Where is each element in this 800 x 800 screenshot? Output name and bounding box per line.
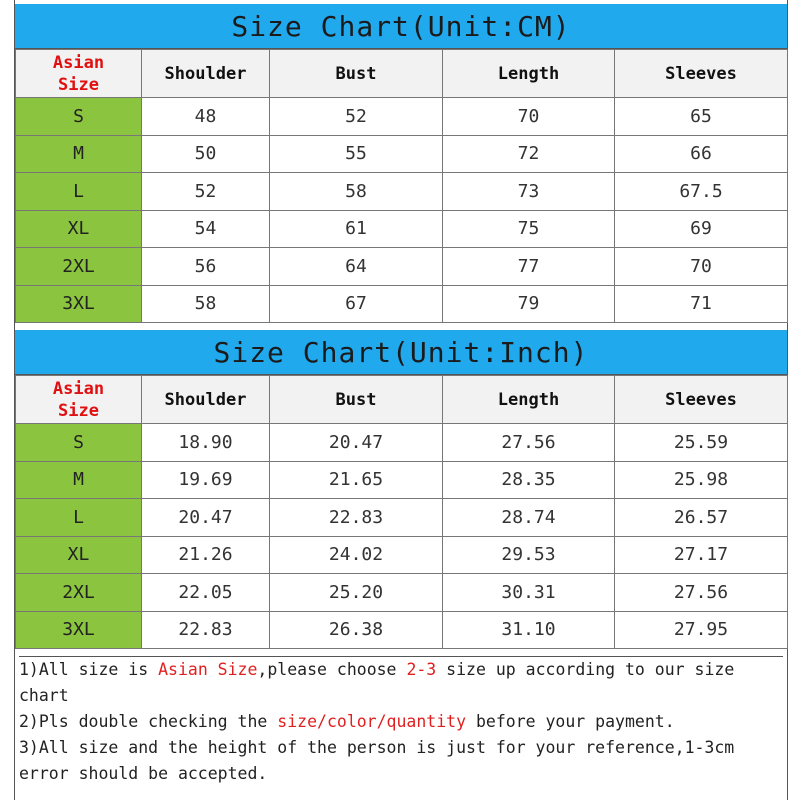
note-1 <box>19 657 783 709</box>
inch-measure-cell: 20.47 <box>142 499 270 537</box>
cm-size-cell: L <box>16 173 142 211</box>
cm-table-row <box>16 98 788 136</box>
cm-size-cell: 2XL <box>16 248 142 286</box>
inch-measure-cell: 27.56 <box>615 574 788 612</box>
cm-asian-label: Asian <box>52 52 105 73</box>
cm-measure-cell: 48 <box>142 98 270 136</box>
cm-size-table <box>15 49 788 323</box>
inch-size-label: Size <box>58 400 99 421</box>
cm-measure-cell: 75 <box>443 210 615 248</box>
inch-header-row <box>16 376 788 424</box>
inch-measure-cell: 25.98 <box>615 461 788 499</box>
cm-measure-cell: 55 <box>270 135 443 173</box>
inch-table-row <box>16 574 788 612</box>
inch-column-header: Bust <box>270 376 443 424</box>
inch-measure-cell: 31.10 <box>443 611 615 649</box>
inch-measure-cell: 22.05 <box>142 574 270 612</box>
cm-header-row <box>16 50 788 98</box>
cm-measure-cell: 50 <box>142 135 270 173</box>
inch-measure-cell: 22.83 <box>270 499 443 537</box>
inch-table-row <box>16 536 788 574</box>
inch-asian-label: Asian <box>52 378 105 399</box>
inch-measure-cell: 21.65 <box>270 461 443 499</box>
note-2 <box>19 709 783 735</box>
note-2-text-b: before your payment. <box>466 712 675 731</box>
inch-measure-cell: 28.74 <box>443 499 615 537</box>
cm-measure-cell: 64 <box>270 248 443 286</box>
inch-column-header: Sleeves <box>615 376 788 424</box>
note-2-highlight: size/color/quantity <box>277 712 467 731</box>
note-3: 3)All size and the height of the person is just for your reference,1-3cm error should be accepted. <box>19 738 735 783</box>
inch-measure-cell: 25.20 <box>270 574 443 612</box>
inch-size-table <box>15 375 788 649</box>
inch-column-header: Shoulder <box>142 376 270 424</box>
cm-measure-cell: 56 <box>142 248 270 286</box>
inch-measure-cell: 27.56 <box>443 424 615 462</box>
inch-measure-cell: 26.57 <box>615 499 788 537</box>
cm-measure-cell: 73 <box>443 173 615 211</box>
cm-size-cell: XL <box>16 210 142 248</box>
cm-measure-cell: 61 <box>270 210 443 248</box>
inch-size-cell: S <box>16 424 142 462</box>
cm-column-header: Bust <box>270 50 443 98</box>
inch-measure-cell: 28.35 <box>443 461 615 499</box>
inch-measure-cell: 20.47 <box>270 424 443 462</box>
cm-measure-cell: 58 <box>142 285 270 323</box>
inch-asian-size-header <box>16 376 142 424</box>
inch-measure-cell: 29.53 <box>443 536 615 574</box>
inch-measure-cell: 18.90 <box>142 424 270 462</box>
cm-measure-cell: 52 <box>270 98 443 136</box>
cm-measure-cell: 66 <box>615 135 788 173</box>
cm-measure-cell: 54 <box>142 210 270 248</box>
cm-size-cell: S <box>16 98 142 136</box>
inch-measure-cell: 24.02 <box>270 536 443 574</box>
inch-table-row <box>16 499 788 537</box>
inch-measure-cell: 21.26 <box>142 536 270 574</box>
inch-measure-cell: 26.38 <box>270 611 443 649</box>
cm-measure-cell: 67.5 <box>615 173 788 211</box>
cm-chart-title: Size Chart(Unit:CM) <box>15 4 787 49</box>
inch-measure-cell: 30.31 <box>443 574 615 612</box>
cm-table-row <box>16 210 788 248</box>
inch-table-row <box>16 461 788 499</box>
size-notes <box>19 656 783 787</box>
inch-size-cell: M <box>16 461 142 499</box>
inch-measure-cell: 27.95 <box>615 611 788 649</box>
inch-measure-cell: 27.17 <box>615 536 788 574</box>
inch-size-cell: 2XL <box>16 574 142 612</box>
cm-measure-cell: 52 <box>142 173 270 211</box>
note-1-size-up: 2-3 <box>406 660 437 679</box>
cm-table-row <box>16 248 788 286</box>
inch-column-header: Length <box>443 376 615 424</box>
inch-measure-cell: 19.69 <box>142 461 270 499</box>
cm-column-header: Shoulder <box>142 50 270 98</box>
cm-table-row <box>16 173 788 211</box>
note-1-text-b: ,please choose <box>257 660 407 679</box>
cm-size-cell: M <box>16 135 142 173</box>
cm-table-row <box>16 285 788 323</box>
cm-measure-cell: 69 <box>615 210 788 248</box>
inch-chart-title: Size Chart(Unit:Inch) <box>15 330 787 375</box>
cm-measure-cell: 72 <box>443 135 615 173</box>
inch-size-cell: XL <box>16 536 142 574</box>
cm-asian-size-header <box>16 50 142 98</box>
inch-table-row <box>16 611 788 649</box>
inch-measure-cell: 25.59 <box>615 424 788 462</box>
cm-measure-cell: 70 <box>615 248 788 286</box>
cm-measure-cell: 67 <box>270 285 443 323</box>
cm-measure-cell: 77 <box>443 248 615 286</box>
cm-column-header: Length <box>443 50 615 98</box>
cm-measure-cell: 70 <box>443 98 615 136</box>
note-1-asian-size: Asian Size <box>158 660 258 679</box>
inch-measure-cell: 22.83 <box>142 611 270 649</box>
cm-size-cell: 3XL <box>16 285 142 323</box>
inch-table-row <box>16 424 788 462</box>
cm-size-label: Size <box>58 74 99 95</box>
cm-measure-cell: 71 <box>615 285 788 323</box>
cm-column-header: Sleeves <box>615 50 788 98</box>
inch-size-cell: L <box>16 499 142 537</box>
size-chart-document <box>14 0 788 800</box>
cm-measure-cell: 65 <box>615 98 788 136</box>
cm-table-row <box>16 135 788 173</box>
cm-measure-cell: 79 <box>443 285 615 323</box>
inch-size-cell: 3XL <box>16 611 142 649</box>
note-2-text-a: 2)Pls double checking the <box>19 712 278 731</box>
note-1-text-c: size up according to our size chart <box>19 660 735 705</box>
cm-measure-cell: 58 <box>270 173 443 211</box>
note-1-text-a: 1)All size is <box>19 660 159 679</box>
